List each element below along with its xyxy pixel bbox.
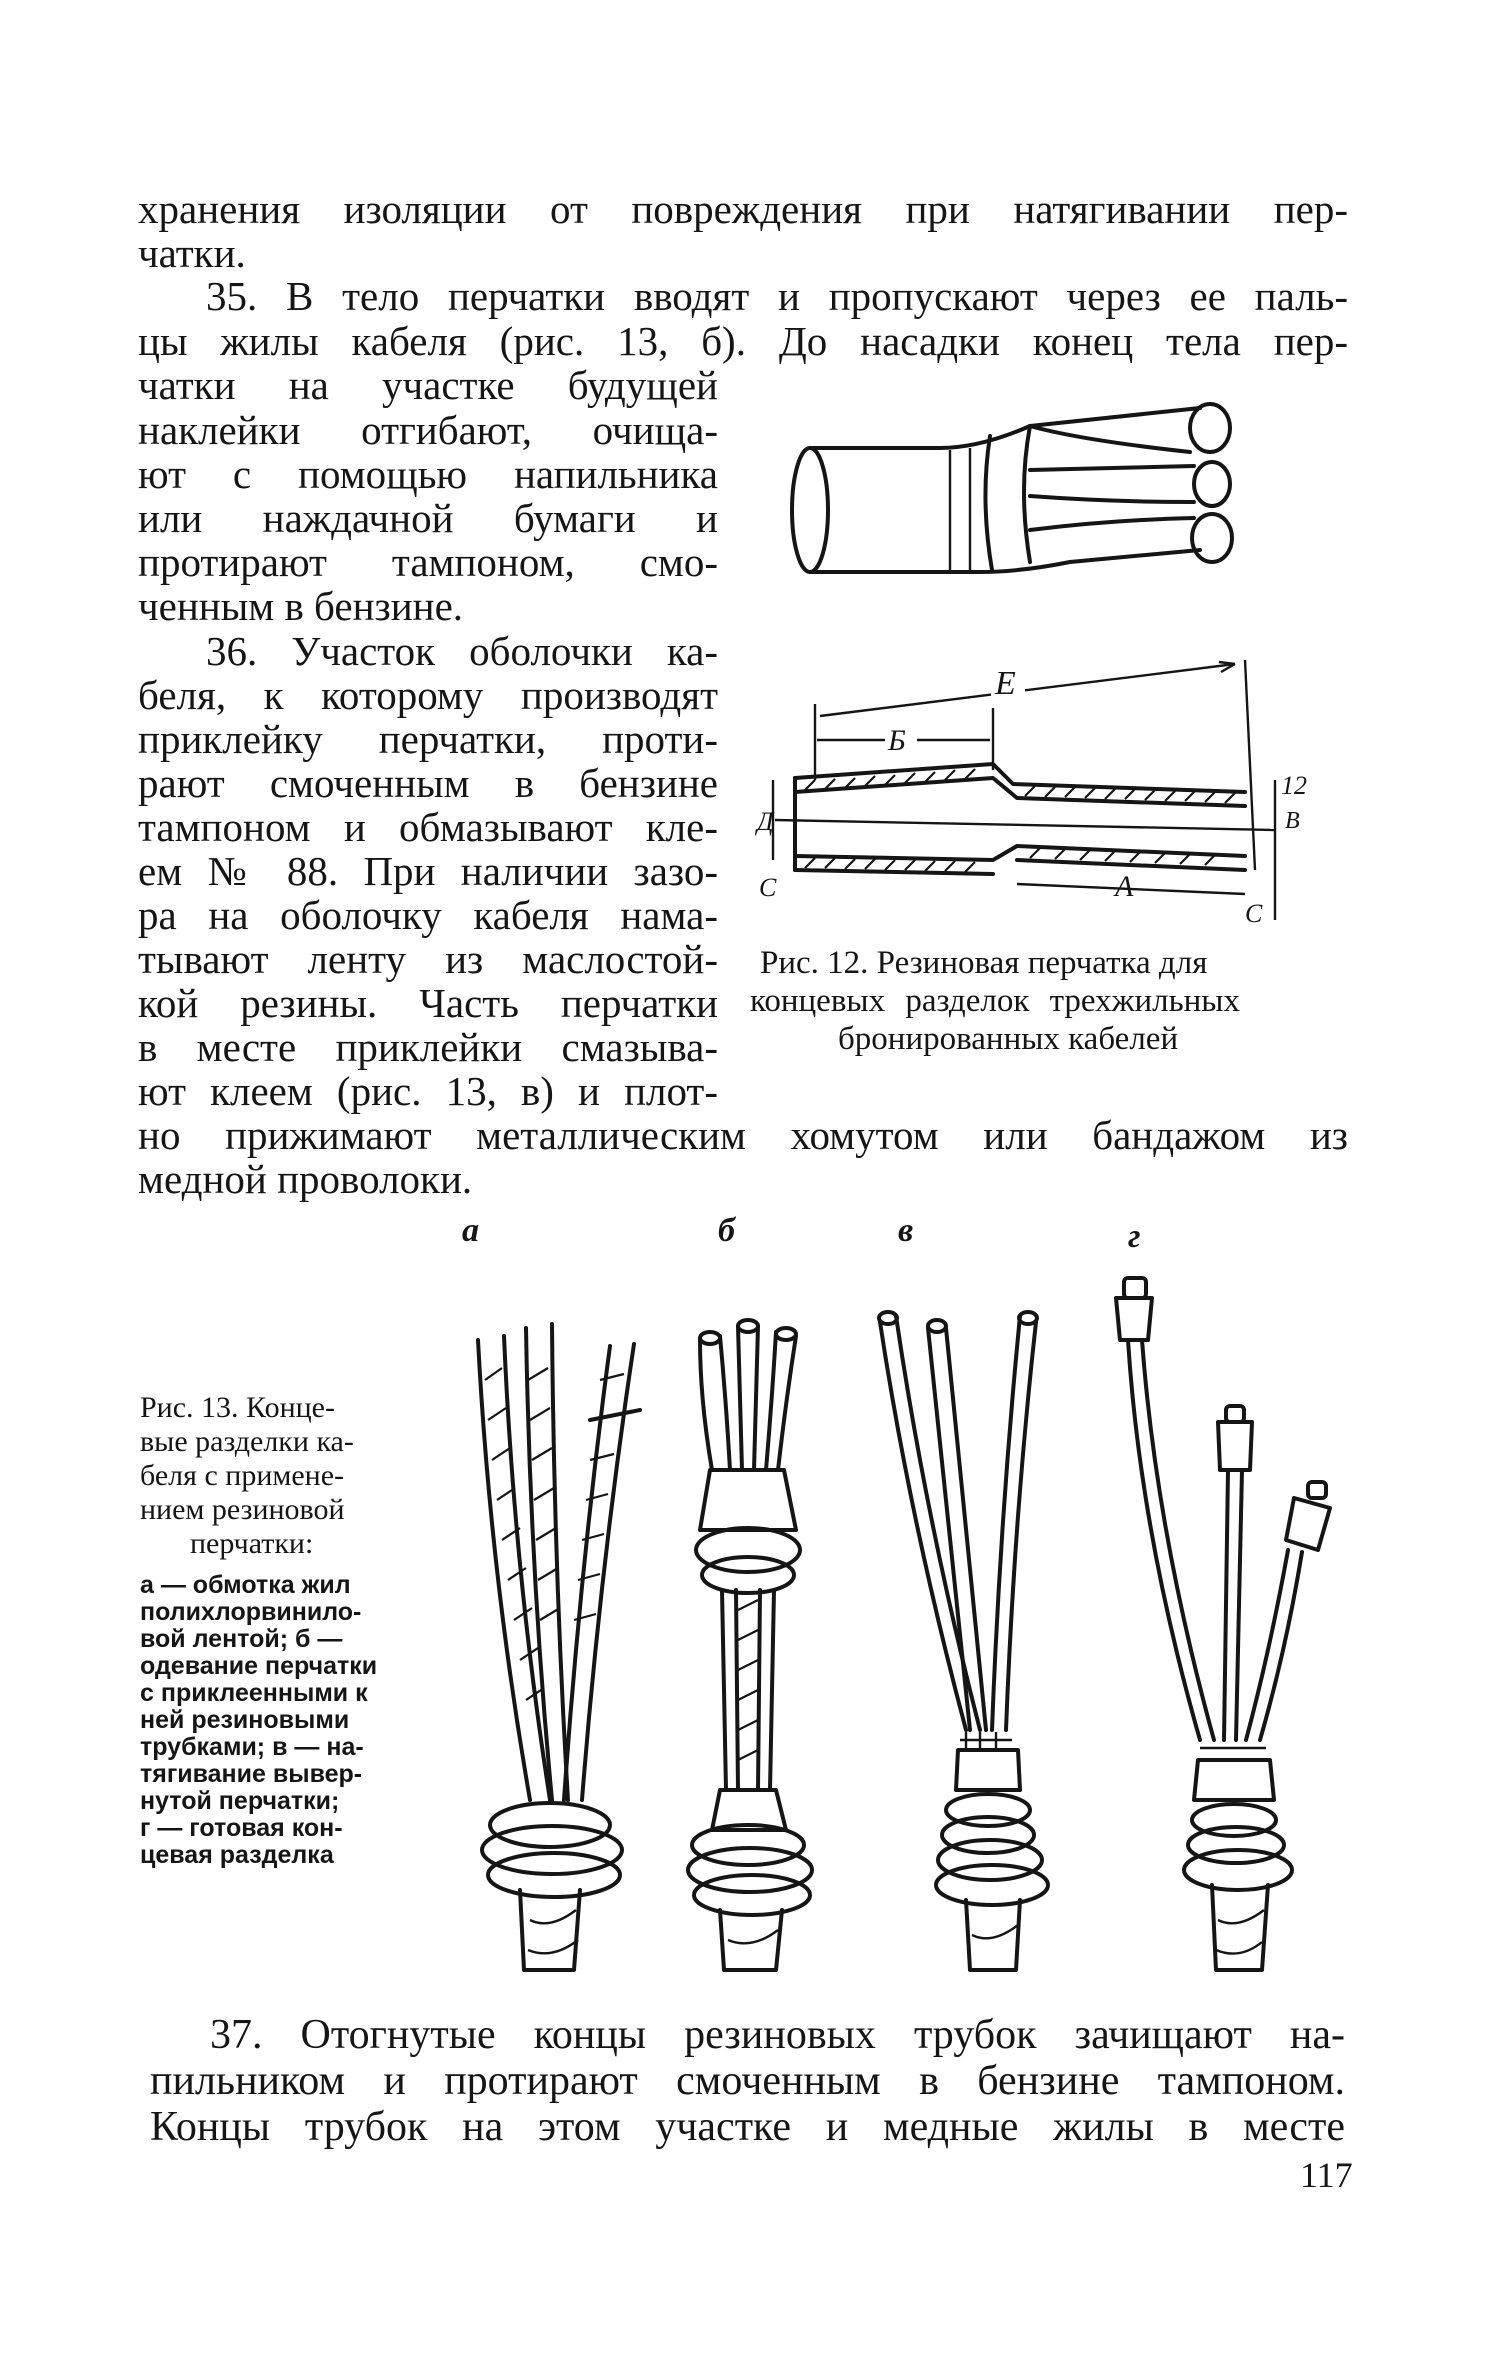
figure-13-label-v: в — [898, 1212, 914, 1249]
text-line: протирают тампоном, смо- — [138, 539, 718, 585]
text-line: чатки. — [138, 230, 246, 276]
figure-13-legend-line: с приклеенными к — [140, 1679, 368, 1707]
figure-13-legend-line: полихлорвинило- — [140, 1598, 362, 1626]
text-line: Концы трубок на этом участке и медные жилы в месте — [150, 2104, 1345, 2150]
figure-13-caption-line: нием резиновой — [140, 1493, 345, 1526]
figure-13-legend-line: а — обмотка жил — [140, 1571, 351, 1599]
text-line: 36. Участок оболочки ка- — [206, 628, 718, 674]
text-line: 35. В тело перчатки вводят и пропускают через ее паль- — [206, 273, 1348, 319]
text-line: ем № 88. При наличии зазо- — [138, 848, 718, 894]
figure-13-legend-line: одевание перчатки — [140, 1652, 378, 1680]
figure-13a-drawing — [478, 1324, 640, 1970]
dim-e-label: Е — [995, 665, 1016, 702]
text-line: хранения изоляции от повреждения при натягивании пер- — [138, 186, 1348, 232]
text-line: или наждачной бумаги и — [138, 495, 718, 541]
dim-v-label: В — [1285, 808, 1300, 834]
figure-13-cable-ends — [440, 1270, 1340, 1980]
figure-13-caption-line: вые разделки ка- — [140, 1425, 354, 1458]
figure-13g-drawing — [1116, 1278, 1330, 1970]
dim-a-label: А — [1115, 870, 1134, 903]
text-line: медной проволоки. — [138, 1156, 473, 1202]
figure-13-label-b: б — [718, 1212, 735, 1249]
text-line: рают смоченным в бензине — [138, 760, 718, 806]
figure-13-legend-line: цевая разделка — [140, 1841, 334, 1869]
text-line: ченным в бензине. — [138, 583, 464, 629]
figure-13-caption-line: беля с примене- — [140, 1459, 345, 1492]
figure-13-label-a: а — [462, 1212, 479, 1249]
figure-13-caption-line: перчатки: — [190, 1527, 314, 1560]
text-line: чатки на участке будущей — [138, 362, 718, 408]
text-line: беля, к которому производят — [138, 672, 718, 718]
dim-c2-label: С — [1245, 899, 1263, 928]
figure-13-caption-line: Рис. 13. Конце- — [140, 1391, 335, 1424]
page-number: 117 — [1300, 2155, 1353, 2195]
text-line: тывают ленту из маслостой- — [138, 936, 718, 982]
figure-13v-drawing — [879, 1312, 1048, 1970]
figure-13-legend-line: вой лентой; б — — [140, 1625, 343, 1653]
text-line: наклейки отгибают, очища- — [138, 407, 718, 453]
figure-13-legend-line: ней резиновыми — [140, 1706, 350, 1734]
text-line: цы жилы кабеля (рис. 13, б). До насадки конец тела пер- — [138, 318, 1348, 364]
text-line: тампоном и обмазывают кле- — [138, 804, 718, 850]
text-line: ра на оболочку кабеля нама- — [138, 892, 718, 938]
dim-c1-label: С — [759, 873, 777, 902]
text-line: приклейку перчатки, проти- — [138, 716, 718, 762]
figure-13-legend-line: г — готовая кон- — [140, 1814, 343, 1842]
text-line: но прижимают металлическим хомутом или бандажом из — [138, 1112, 1348, 1158]
figure-13-legend-line: нутой перчатки; — [140, 1787, 340, 1815]
figure-12-caption-line: бронированных кабелей — [838, 1021, 1179, 1057]
figure-13-legend-line: трубками; в — на- — [140, 1733, 364, 1761]
figure-12-caption-line: концевых разделок трехжильных — [750, 983, 1240, 1019]
text-line: ют с помощью напильника — [138, 451, 718, 497]
text-line: 37. Отогнутые концы резиновых трубок зачищают на- — [210, 2012, 1345, 2058]
text-line: ют клеем (рис. 13, в) и плот- — [138, 1068, 718, 1114]
text-line: пильником и протирают смоченным в бензине тампоном. — [150, 2058, 1345, 2104]
figure-13-legend-line: тягивание вывер- — [140, 1760, 363, 1788]
dim-b-label: Б — [888, 724, 906, 757]
dim-d-label: Д — [757, 807, 774, 836]
text-line: в месте приклейки смазыва- — [138, 1024, 718, 1070]
glove-sketch-figure — [780, 390, 1250, 590]
figure-13-label-g: г — [1128, 1218, 1141, 1255]
figure-12-glove-section — [755, 660, 1335, 930]
figure-13b-drawing — [688, 1320, 812, 1970]
text-line: кой резины. Часть перчатки — [138, 980, 718, 1026]
figure-12-caption-line: Рис. 12. Резиновая перчатка для — [760, 945, 1208, 981]
dim-12-label: 12 — [1281, 771, 1307, 800]
